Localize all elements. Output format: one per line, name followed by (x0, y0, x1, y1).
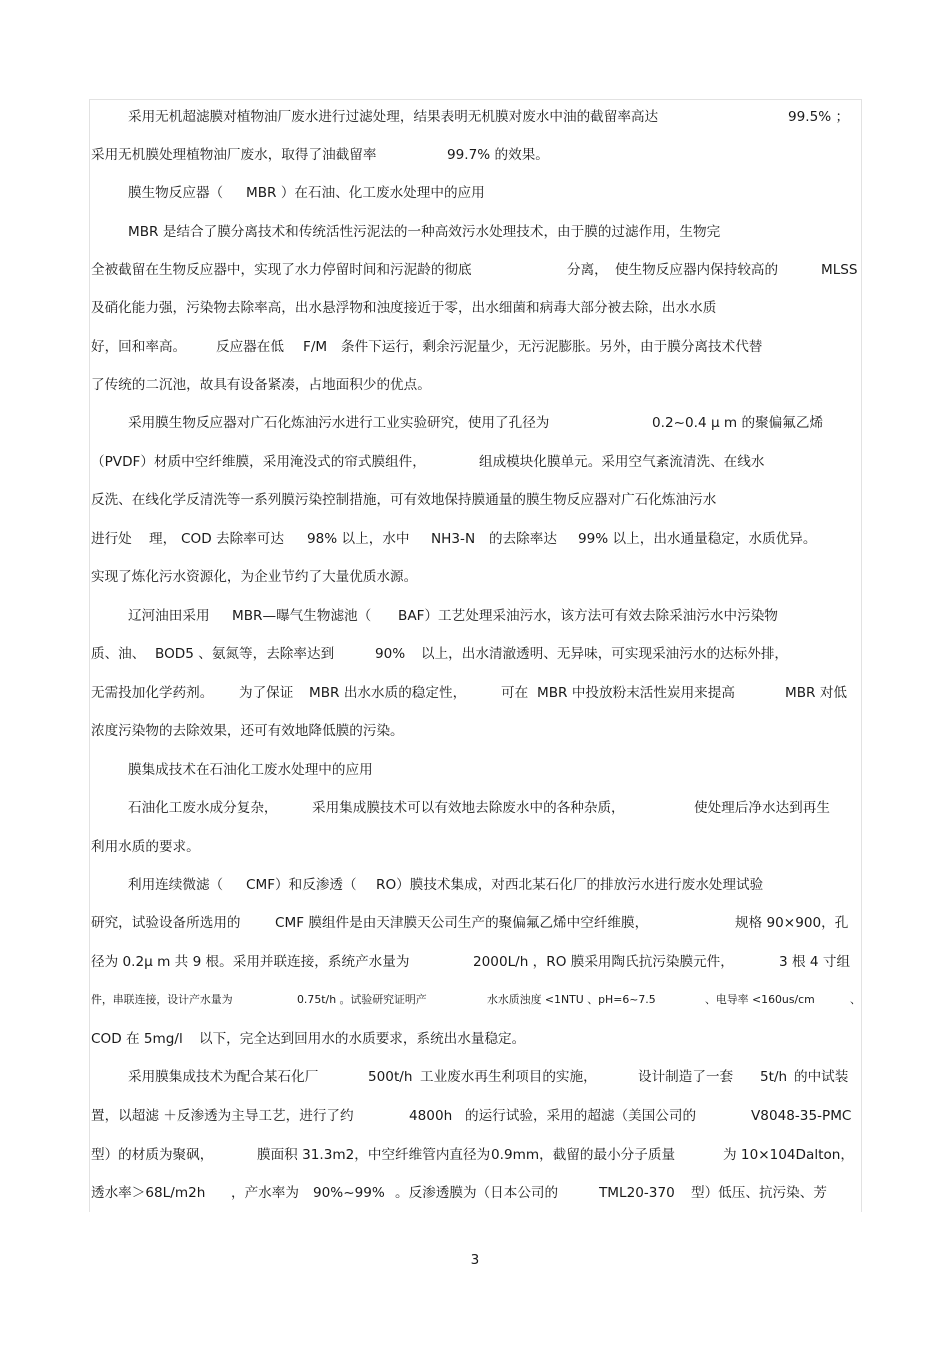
text-run: 3 根 4 寸组 (779, 954, 851, 970)
text-run: 了传统的二沉池，故具有设备紧凑，占地面积少的优点。 (91, 377, 431, 393)
text-run: 0.9mm，截留的最小分子质量 (491, 1147, 676, 1163)
text-run: （PVDF）材质中空纤维膜，采用淹没式的帘式膜组件， (91, 454, 426, 470)
text-run: BAF）工艺处理采油污水，该方法可有效去除采油污水中污染物 (398, 608, 778, 624)
text-run: MLSS (821, 262, 858, 278)
body-line (128, 220, 860, 244)
text-run: RO）膜技术集成，对西北某石化厂的排放污水进行废水处理试验 (376, 877, 764, 893)
body-line (91, 1143, 860, 1167)
text-run: 以上，出水清澈透明、无异味，可实现采油污水的达标外排， (421, 646, 789, 662)
text-run: MBR 对低 (785, 685, 848, 701)
text-run: 径为 0.2μ m 共 9 根。采用并联连接，系统产水量为 (91, 954, 410, 970)
page-number: 3 (470, 1252, 480, 1268)
text-run: TML20-370 (599, 1185, 675, 1201)
text-run: 99% 以上，出水通量稳定，水质优异。 (578, 531, 817, 547)
text-run: 采用集成膜技术可以有效地去除废水中的各种杂质， (312, 800, 625, 816)
text-run: 为了保证 (239, 685, 294, 701)
text-run: 使处理后净水达到再生 (694, 800, 830, 816)
text-run: 98% 以上，水中 (307, 531, 410, 547)
text-run: CMF 膜组件是由天津膜天公司生产的聚偏氟乙烯中空纤维膜， (275, 915, 649, 931)
text-run: 可在 (501, 685, 529, 701)
text-run: 浓度污染物的去除效果，还可有效地降低膜的污染。 (91, 723, 404, 739)
text-run: 90%~99% (313, 1185, 385, 1201)
body-line (128, 604, 860, 628)
text-run: 透水率＞68L/m2h (91, 1185, 206, 1201)
text-run: NH3-N (431, 531, 476, 547)
text-run: BOD5 、氨氮等，去除率达到 (155, 646, 335, 662)
text-run: 利用连续微滤（ (128, 877, 224, 893)
body-line (91, 1104, 860, 1128)
body-line (91, 143, 860, 167)
body-line (91, 335, 860, 359)
text-run: 辽河油田采用 (128, 608, 210, 624)
text-run: 0.75t/h 。试验研究证明产 (297, 993, 427, 1006)
text-run: 工业废水再生利项目的实施， (420, 1069, 597, 1085)
text-run: 99.7% 的效果。 (447, 147, 549, 163)
body-line (128, 796, 860, 820)
text-run: 置，以超滤 ＋反渗透为主导工艺，进行了约 (91, 1108, 354, 1124)
text-run: 实现了炼化污水资源化，为企业节约了大量优质水源。 (91, 569, 418, 585)
text-run: MBR 是结合了膜分离技术和传统活性污泥法的一种高效污水处理技术，由于膜的过滤作用，生物完 (128, 224, 721, 240)
text-run: 条件下运行，剩余污泥量少，无污泥膨胀。另外，由于膜分离技术代替 (341, 339, 763, 355)
body-line (91, 988, 860, 1012)
text-run: 、 (850, 993, 861, 1006)
body-line (91, 488, 860, 512)
text-run: ，产水率为 (231, 1185, 299, 1201)
body-line (128, 105, 860, 129)
text-run: 全被截留在生物反应器中，实现了水力停留时间和污泥龄的彻底 (91, 262, 472, 278)
text-run: 分离， (567, 262, 608, 278)
text-run: 设计制造了一套 (638, 1069, 734, 1085)
body-line (128, 1065, 860, 1089)
text-run: 研究，试验设备所选用的 (91, 915, 241, 931)
body-line (91, 565, 860, 589)
body-line (91, 450, 860, 474)
text-run: 无需投加化学药剂。 (91, 685, 214, 701)
text-run: 采用无机超滤膜对植物油厂废水进行过滤处理，结果表明无机膜对废水中油的截留率高达 (128, 109, 659, 125)
section-heading (128, 181, 860, 205)
text-run: 2000L/h ，RO 膜采用陶氏抗污染膜元件， (473, 954, 734, 970)
text-run: 石油化工废水成分复杂， (128, 800, 278, 816)
text-run: 的去除率达 (489, 531, 557, 547)
text-run: 采用膜生物反应器对广石化炼油污水进行工业实验研究，使用了孔径为 (128, 415, 550, 431)
text-run: 采用无机膜处理植物油厂废水，取得了油截留率 (91, 147, 377, 163)
text-run: 的中试装 (794, 1069, 849, 1085)
text-run: 利用水质的要求。 (91, 839, 200, 855)
body-line (128, 873, 860, 897)
body-line (91, 258, 860, 282)
text-run: 99.5% ； (788, 109, 850, 125)
text-run: 件，串联连接，设计产水量为 (91, 993, 233, 1006)
body-line (91, 950, 860, 974)
body-line (91, 681, 860, 705)
text-run: F/M (303, 339, 328, 355)
text-run: 500t/h (368, 1069, 413, 1085)
text-run: 5t/h (760, 1069, 788, 1085)
text-run: 0.2~0.4 μ m 的聚偏氟乙烯 (652, 415, 824, 431)
text-run: 组成模块化膜单元。采用空气紊流清洗、在线水 (479, 454, 765, 470)
text-run: MBR 中投放粉末活性炭用来提高 (537, 685, 735, 701)
text-run: MBR—曝气生物滤池（ (232, 608, 372, 624)
text-run: 规格 90×900，孔 (735, 915, 849, 931)
body-line (91, 527, 860, 551)
body-line (91, 1181, 860, 1205)
text-run: 4800h (409, 1108, 453, 1124)
text-run: 使生物反应器内保持较高的 (615, 262, 779, 278)
body-line (91, 719, 860, 743)
text-run: 好，回和率高。 (91, 339, 187, 355)
text-run: 水水质浊度 <1NTU 、pH=6~7.5 (487, 993, 656, 1006)
text-run: 型）低压、抗污染、芳 (691, 1185, 827, 1201)
body-line (128, 411, 860, 435)
body-line (91, 296, 860, 320)
text-run: 质、油、 (91, 646, 146, 662)
text-run: 采用膜集成技术为配合某石化厂 (128, 1069, 319, 1085)
text-run: V8048-35-PMC (751, 1108, 852, 1124)
text-run: 以下，完全达到回用水的水质要求，系统出水量稳定。 (199, 1031, 526, 1047)
body-line (91, 911, 860, 935)
text-run: 、电导率 <160us/cm (705, 993, 815, 1006)
text-run: 理， (149, 531, 177, 547)
body-line (91, 642, 860, 666)
text-run: MBR 出水水质的稳定性， (309, 685, 467, 701)
text-run: COD 去除率可达 (181, 531, 284, 547)
text-run: 进行处 (91, 531, 132, 547)
text-run: 膜集成技术在石油化工废水处理中的应用 (128, 762, 373, 778)
body-line (91, 835, 860, 859)
text-run: 膜生物反应器（ (128, 185, 224, 201)
text-run: 型）的材质为聚砜， (91, 1147, 214, 1163)
text-run: 及硝化能力强，污染物去除率高，出水悬浮物和浊度接近于零，出水细菌和病毒大部分被去除，出水水质 (91, 300, 717, 316)
text-run: COD 在 5mg/l (91, 1031, 183, 1047)
text-run: 反洗、在线化学反清洗等一系列膜污染控制措施，可有效地保持膜通量的膜生物反应器对广石化炼油污水 (91, 492, 717, 508)
section-heading (128, 758, 860, 782)
body-line (91, 373, 860, 397)
text-run: CMF）和反渗透（ (246, 877, 357, 893)
text-run: 。反渗透膜为（日本公司的 (395, 1185, 559, 1201)
text-run: 膜面积 31.3m2，中空纤维管内直径为 (257, 1147, 491, 1163)
text-run: MBR ）在石油、化工废水处理中的应用 (246, 185, 485, 201)
text-run: 为 10×104Dalton， (723, 1147, 854, 1163)
body-line (91, 1027, 860, 1051)
text-run: 90% (375, 646, 406, 662)
text-run: 反应器在低 (216, 339, 284, 355)
text-run: 的运行试验，采用的超滤（美国公司的 (465, 1108, 697, 1124)
